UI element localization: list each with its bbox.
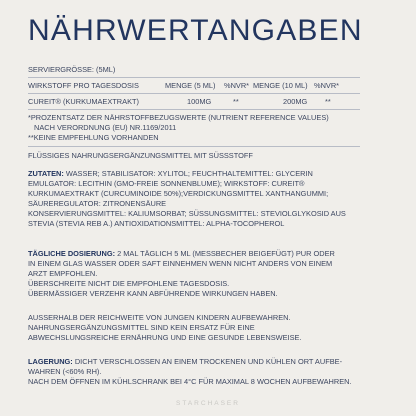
ingredients-line: STEVIA (STEVIA REB A.) ANTIOXIDATIONSMITTEL: ALPHA-TOCOPHEROL [28, 219, 285, 228]
header-cell: MENGE (10 ML) [253, 81, 308, 90]
storage-line: WAHREN (<60% RH). [28, 367, 102, 376]
brand-footer: STARCHASER [176, 400, 240, 407]
table-cell: 200MG [283, 97, 308, 106]
header-cell: MENGE (5 ML) [165, 81, 216, 90]
dosage-line: ÜBERMÄSSIGER VERZEHR KANN ABFÜHRENDE WIRKUNGEN HABEN. [28, 289, 278, 298]
ingredients-line: SÄUREREGULATOR: ZITRONENSÄURE [28, 199, 167, 208]
dosage-label: TÄGLICHE DOSIERUNG: [28, 249, 116, 258]
ingredients-line: KONSERVIERUNGSMITTEL: KALIUMSORBAT; SÜSSUNGSMITTEL: STEVIOLGLYKOSID AUS [28, 209, 346, 218]
divider [28, 77, 360, 78]
dosage-line: TÄGLICHE DOSIERUNG: 2 MAL TÄGLICH 5 ML (MESSBECHER BEIGEFÜGT) PUR ODER [28, 249, 335, 258]
ingredients-label: ZUTATEN: [28, 169, 64, 178]
header-cell: WIRKSTOFF PRO TAGESDOSIS [28, 81, 139, 90]
table-cell: 100MG [187, 97, 212, 106]
footnote: NACH VERORDNUNG (EU) NR.1169/2011 [34, 123, 177, 132]
dosage-line: ARZT EMPFOHLEN. [28, 269, 98, 278]
warning-line: AUSSERHALB DER REICHWEITE VON JUNGEN KINDERN AUFBEWAHREN. [28, 313, 291, 322]
storage-line: LAGERUNG: DICHT VERSCHLOSSEN AN EINEM TROCKENEN UND KÜHLEN ORT AUFBE- [28, 357, 343, 366]
header-cell: %NVR* [224, 81, 250, 90]
divider [28, 93, 360, 94]
warning-line: ABWECHSLUNGSREICHE ERNÄHRUNG UND EINE GESUNDE LEBENSWEISE. [28, 333, 302, 342]
divider [28, 109, 360, 110]
footnote: *PROZENTSATZ DER NÄHRSTOFFBEZUGSWERTE (NUTRIENT REFERENCE VALUES) [28, 113, 329, 122]
ingredients-line: KURKUMAEXTRAKT (CURCUMINOIDE 50%);VERDICKUNGSMITTEL XANTHANGUMMI; [28, 189, 329, 198]
header-cell: %NVR* [314, 81, 340, 90]
dosage-line: IN EINEM GLAS WASSER ODER SAFT EINNEHMEN WENN NICHT ANDERS VON EINEM [28, 259, 333, 268]
table-cell: ** [233, 97, 239, 106]
serving-size: SERVIERGRÖSSE: (5ML) [28, 65, 116, 74]
divider [28, 146, 360, 147]
ingredients-line: EMULGATOR: LECITHIN (GMO-FREIE SONNENBLUME); WIRKSTOFF: CUREIT® [28, 179, 305, 188]
product-type: FLÜSSIGES NAHRUNGSERGÄNZUNGSMITTEL MIT SÜSSSTOFF [28, 151, 253, 160]
page-title: NÄHRWERTANGABEN [28, 14, 363, 47]
table-cell: ** [325, 97, 331, 106]
warning-line: NAHRUNGSERGÄNZUNGSMITTEL SIND KEIN ERSATZ FÜR EINE [28, 323, 255, 332]
dosage-line: ÜBERSCHREITE NICHT DIE EMPFOHLENE TAGESDOSIS. [28, 279, 230, 288]
ingredients-line: ZUTATEN: WASSER; STABILISATOR: XYLITOL; FEUCHTHALTEMITTEL: GLYCERIN [28, 169, 313, 178]
storage-line: NACH DEM ÖFFNEN IM KÜHLSCHRANK BEI 4°C FÜR MAXIMAL 8 WOCHEN AUFBEWAHREN. [28, 377, 352, 386]
footnote: **KEINE EMPFEHLUNG VORHANDEN [28, 133, 159, 142]
storage-label: LAGERUNG: [28, 357, 73, 366]
table-cell: CUREIT® (KURKUMAEXTRAKT) [28, 97, 139, 106]
